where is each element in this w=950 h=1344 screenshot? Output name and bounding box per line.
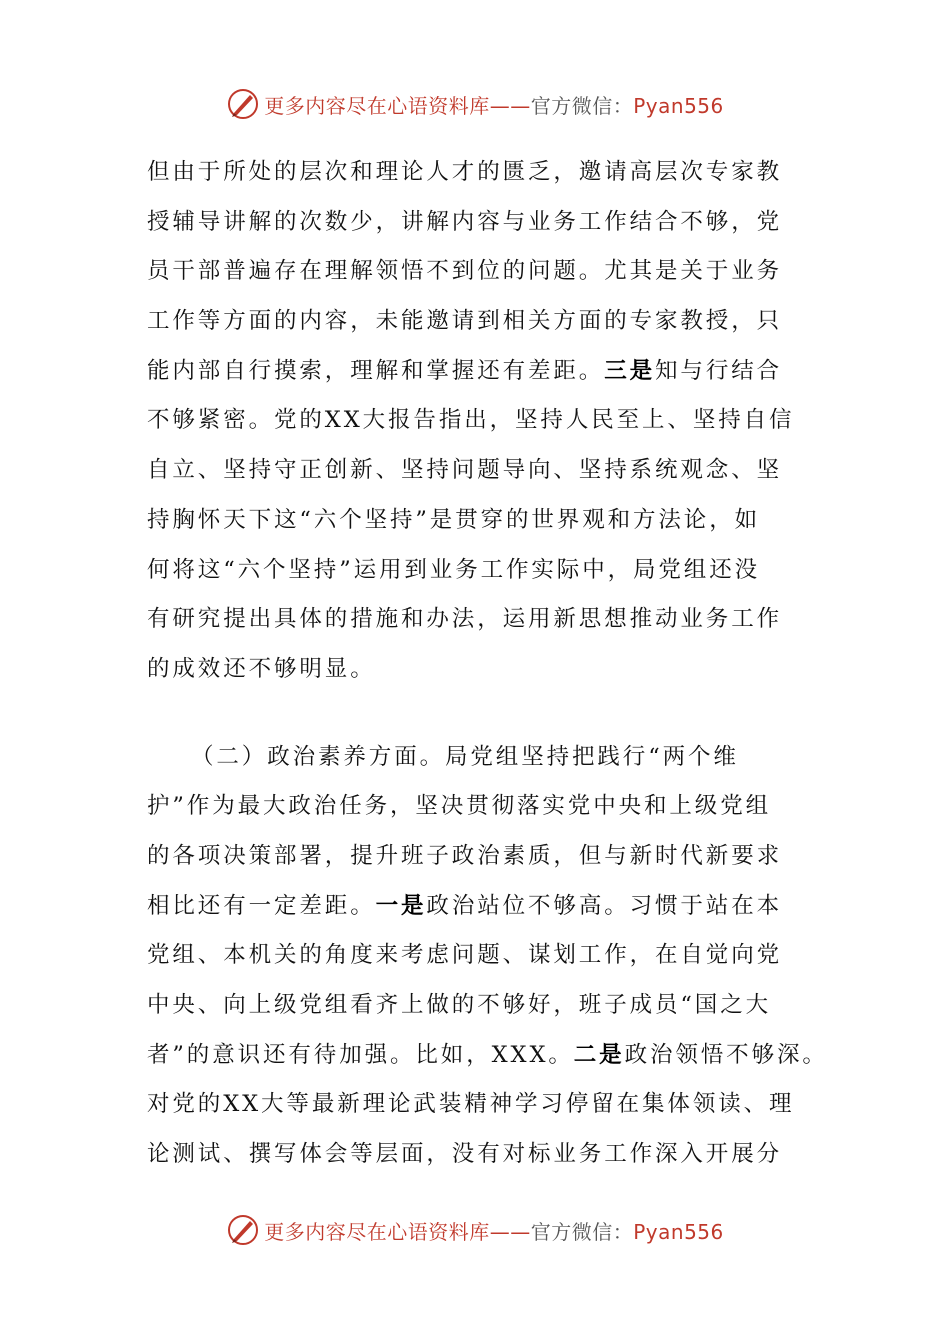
header-wechat-label: 官方微信： <box>530 93 634 118</box>
footer-text <box>264 1216 724 1245</box>
footer-dash: —— <box>489 1219 531 1244</box>
text-line: 授辅导讲解的次数少，讲解内容与业务工作结合不够，党 <box>147 208 783 235</box>
footer-wechat-label: 官方微信： <box>530 1219 634 1244</box>
text-span: 者”的意识还有待加强。比如，XXX。 <box>147 1041 574 1068</box>
text-span: 相比还有一定差距。 <box>147 892 376 919</box>
footer-site-name: 更多内容尽在心语资料库 <box>264 1219 490 1244</box>
text-line: 的各项决策部署，提升班子政治素质，但与新时代新要求 <box>147 842 783 869</box>
text-line <box>147 882 807 932</box>
text-line: 不够紧密。党的XX大报告指出，坚持人民至上、坚持自信 <box>147 407 795 434</box>
footer-wechat-id: Pyan556 <box>633 1219 724 1244</box>
pen-logo-icon <box>226 87 260 121</box>
text-line: 对党的XX大等最新理论武装精神学习停留在集体领读、理 <box>147 1091 795 1118</box>
pen-logo-icon <box>226 1213 260 1247</box>
text-span: 政治领悟不够深。 <box>624 1041 828 1068</box>
text-line: 工作等方面的内容，未能邀请到相关方面的专家教授，只 <box>147 308 783 335</box>
text-line: 中央、向上级党组看齐上做的不够好，班子成员“国之大 <box>147 992 772 1018</box>
header-banner <box>0 84 950 124</box>
text-line: 但由于所处的层次和理论人才的匮乏，邀请高层次专家教 <box>147 159 783 185</box>
text-line <box>147 1031 828 1081</box>
header-dash: —— <box>489 93 531 118</box>
footer-banner <box>0 1210 950 1250</box>
bold-marker: 一是 <box>375 892 427 919</box>
bold-marker: 二是 <box>573 1041 625 1068</box>
text-line: 持胸怀天下这“六个坚持”是贯穿的世界观和方法论，如 <box>147 506 761 533</box>
text-span: 政治站位不够高。习惯于站在本 <box>426 892 783 919</box>
text-line: （二）政治素养方面。局党组坚持把践行“两个维 <box>191 743 739 770</box>
text-line: 党组、本机关的角度来考虑问题、谋划工作，在自觉向党 <box>147 942 783 969</box>
document-body <box>147 148 828 1180</box>
header-wechat-id: Pyan556 <box>633 93 724 118</box>
text-span: 能内部自行摸索，理解和掌握还有差距。 <box>147 357 605 384</box>
paragraph-gap <box>147 695 807 733</box>
text-span: 知与行结合 <box>655 357 783 384</box>
text-line <box>147 347 807 397</box>
text-line: 员干部普遍存在理解领悟不到位的问题。尤其是关于业务 <box>147 258 783 285</box>
text-line: 的成效还不够明显。 <box>147 655 376 682</box>
header-text <box>264 90 724 119</box>
text-line: 何将这“六个坚持”运用到业务工作实际中，局党组还没 <box>147 556 761 583</box>
text-line: 有研究提出具体的措施和办法，运用新思想推动业务工作 <box>147 606 783 633</box>
bold-marker: 三是 <box>604 357 656 384</box>
text-line: 自立、坚持守正创新、坚持问题导向、坚持系统观念、坚 <box>147 457 783 484</box>
text-line: 护”作为最大政治任务，坚决贯彻落实党中央和上级党组 <box>147 793 772 820</box>
header-site-name: 更多内容尽在心语资料库 <box>264 93 490 118</box>
text-line: 论测试、撰写体会等层面，没有对标业务工作深入开展分 <box>147 1141 783 1168</box>
